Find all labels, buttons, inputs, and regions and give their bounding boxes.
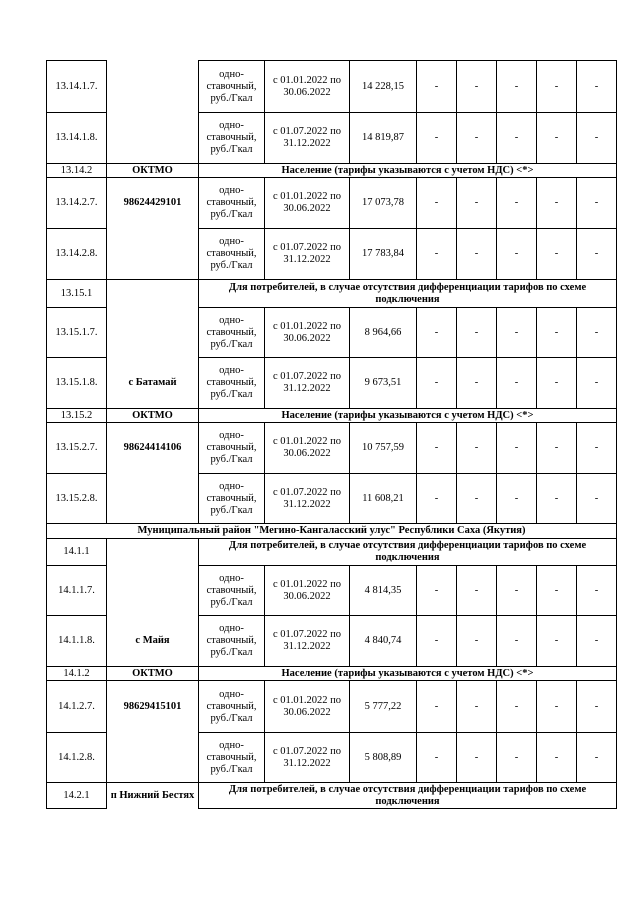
row-code: 13.15.2.8. [47, 474, 107, 524]
dash-cell: - [537, 113, 577, 164]
dash-cell: - [457, 113, 497, 164]
row-code: 14.1.2 [47, 667, 107, 681]
period-cell: с 01.07.2022 по 31.12.2022 [265, 229, 350, 280]
section-consumers: Для потребителей, в случае отсутствия дифференциации тарифов по схеме подключения [199, 280, 617, 308]
dash-cell: - [497, 423, 537, 474]
unit-cell: одно-ставочный, руб./Гкал [199, 113, 265, 164]
table-row [47, 474, 617, 524]
dash-cell: - [577, 566, 617, 616]
row-code: 13.14.1.7. [47, 61, 107, 113]
unit-cell: одно-ставочный, руб./Гкал [199, 733, 265, 783]
dash-cell: - [577, 733, 617, 783]
settlement-name: с Майя [107, 616, 199, 667]
section-consumers: Для потребителей, в случае отсутствия дифференциации тарифов по схеме подключения [199, 783, 617, 809]
table-row [47, 358, 617, 409]
settlement-cell [107, 733, 199, 783]
dash-cell: - [537, 681, 577, 733]
table-row [47, 566, 617, 616]
oktmo-label: ОКТМО [107, 667, 199, 681]
table-row [47, 113, 617, 164]
table-row [47, 178, 617, 229]
row-code: 13.15.1.7. [47, 308, 107, 358]
table-row [47, 524, 617, 539]
dash-cell: - [417, 423, 457, 474]
dash-cell: - [457, 308, 497, 358]
period-cell: с 01.01.2022 по 30.06.2022 [265, 61, 350, 113]
row-code: 13.15.2.7. [47, 423, 107, 474]
dash-cell: - [417, 178, 457, 229]
tariff-table [46, 60, 617, 809]
settlement-cell [107, 539, 199, 566]
period-cell: с 01.01.2022 по 30.06.2022 [265, 308, 350, 358]
dash-cell: - [417, 229, 457, 280]
dash-cell: - [497, 61, 537, 113]
dash-cell: - [537, 423, 577, 474]
tariff-value: 8 964,66 [350, 308, 417, 358]
period-cell: с 01.01.2022 по 30.06.2022 [265, 423, 350, 474]
row-code: 14.2.1 [47, 783, 107, 809]
dash-cell: - [457, 733, 497, 783]
tariff-value: 5 777,22 [350, 681, 417, 733]
dash-cell: - [457, 616, 497, 667]
oktmo-number: 98624429101 [107, 178, 199, 229]
dash-cell: - [577, 113, 617, 164]
settlement-cell [107, 308, 199, 358]
tariff-value: 5 808,89 [350, 733, 417, 783]
dash-cell: - [457, 61, 497, 113]
dash-cell: - [457, 681, 497, 733]
dash-cell: - [577, 178, 617, 229]
row-code: 13.15.2 [47, 409, 107, 423]
dash-cell: - [417, 61, 457, 113]
dash-cell: - [417, 733, 457, 783]
dash-cell: - [417, 474, 457, 524]
dash-cell: - [537, 229, 577, 280]
table-row [47, 164, 617, 178]
dash-cell: - [537, 358, 577, 409]
section-population: Население (тарифы указываются с учетом НДС) <*> [199, 409, 617, 423]
row-code: 14.1.1.7. [47, 566, 107, 616]
settlement-cell [107, 474, 199, 524]
oktmo-number: 98629415101 [107, 681, 199, 733]
settlement-cell [107, 566, 199, 616]
row-code: 13.14.2.8. [47, 229, 107, 280]
dash-cell: - [577, 616, 617, 667]
dash-cell: - [537, 61, 577, 113]
settlement-name: с Батамай [107, 358, 199, 409]
table-row [47, 667, 617, 681]
settlement-cell [107, 61, 199, 113]
row-code: 13.14.2.7. [47, 178, 107, 229]
settlement-cell [107, 280, 199, 308]
region-header: Муниципальный район "Мегино-Кангаласский улус" Республики Саха (Якутия) [47, 524, 617, 539]
settlement-name: п Нижний Бестях [107, 783, 199, 809]
tariff-value: 4 840,74 [350, 616, 417, 667]
dash-cell: - [417, 681, 457, 733]
oktmo-label: ОКТМО [107, 164, 199, 178]
unit-cell: одно-ставочный, руб./Гкал [199, 474, 265, 524]
table-row [47, 229, 617, 280]
tariff-value: 4 814,35 [350, 566, 417, 616]
dash-cell: - [577, 308, 617, 358]
dash-cell: - [537, 733, 577, 783]
dash-cell: - [417, 566, 457, 616]
dash-cell: - [497, 733, 537, 783]
dash-cell: - [537, 308, 577, 358]
dash-cell: - [457, 229, 497, 280]
tariff-value: 9 673,51 [350, 358, 417, 409]
unit-cell: одно-ставочный, руб./Гкал [199, 308, 265, 358]
unit-cell: одно-ставочный, руб./Гкал [199, 61, 265, 113]
table-row [47, 423, 617, 474]
period-cell: с 01.01.2022 по 30.06.2022 [265, 566, 350, 616]
period-cell: с 01.07.2022 по 31.12.2022 [265, 358, 350, 409]
dash-cell: - [417, 308, 457, 358]
oktmo-label: ОКТМО [107, 409, 199, 423]
dash-cell: - [537, 566, 577, 616]
dash-cell: - [497, 308, 537, 358]
period-cell: с 01.07.2022 по 31.12.2022 [265, 474, 350, 524]
unit-cell: одно-ставочный, руб./Гкал [199, 566, 265, 616]
row-code: 14.1.2.8. [47, 733, 107, 783]
tariff-value: 11 608,21 [350, 474, 417, 524]
dash-cell: - [417, 358, 457, 409]
dash-cell: - [537, 178, 577, 229]
dash-cell: - [577, 61, 617, 113]
dash-cell: - [457, 358, 497, 409]
row-code: 13.14.1.8. [47, 113, 107, 164]
unit-cell: одно-ставочный, руб./Гкал [199, 178, 265, 229]
settlement-cell [107, 113, 199, 164]
dash-cell: - [497, 113, 537, 164]
dash-cell: - [537, 616, 577, 667]
section-consumers: Для потребителей, в случае отсутствия дифференциации тарифов по схеме подключения [199, 539, 617, 566]
row-code: 14.1.2.7. [47, 681, 107, 733]
dash-cell: - [577, 358, 617, 409]
tariff-value: 17 783,84 [350, 229, 417, 280]
oktmo-number: 98624414106 [107, 423, 199, 474]
row-code: 14.1.1.8. [47, 616, 107, 667]
section-population: Население (тарифы указываются с учетом НДС) <*> [199, 164, 617, 178]
dash-cell: - [497, 566, 537, 616]
table-row [47, 409, 617, 423]
period-cell: с 01.07.2022 по 31.12.2022 [265, 733, 350, 783]
unit-cell: одно-ставочный, руб./Гкал [199, 229, 265, 280]
row-code: 13.14.2 [47, 164, 107, 178]
period-cell: с 01.07.2022 по 31.12.2022 [265, 113, 350, 164]
table-row [47, 616, 617, 667]
table-row [47, 681, 617, 733]
table-row [47, 61, 617, 113]
dash-cell: - [577, 474, 617, 524]
section-population: Население (тарифы указываются с учетом НДС) <*> [199, 667, 617, 681]
row-code: 13.15.1 [47, 280, 107, 308]
tariff-value: 14 819,87 [350, 113, 417, 164]
dash-cell: - [417, 616, 457, 667]
dash-cell: - [457, 178, 497, 229]
dash-cell: - [497, 178, 537, 229]
unit-cell: одно-ставочный, руб./Гкал [199, 616, 265, 667]
dash-cell: - [457, 423, 497, 474]
settlement-cell [107, 229, 199, 280]
tariff-value: 14 228,15 [350, 61, 417, 113]
dash-cell: - [537, 474, 577, 524]
table-row [47, 783, 617, 809]
tariff-value: 17 073,78 [350, 178, 417, 229]
dash-cell: - [457, 474, 497, 524]
period-cell: с 01.01.2022 по 30.06.2022 [265, 178, 350, 229]
dash-cell: - [497, 681, 537, 733]
dash-cell: - [417, 113, 457, 164]
tariff-value: 10 757,59 [350, 423, 417, 474]
table-row [47, 280, 617, 308]
dash-cell: - [497, 616, 537, 667]
dash-cell: - [577, 423, 617, 474]
dash-cell: - [497, 474, 537, 524]
dash-cell: - [497, 358, 537, 409]
row-code: 14.1.1 [47, 539, 107, 566]
row-code: 13.15.1.8. [47, 358, 107, 409]
dash-cell: - [457, 566, 497, 616]
table-row [47, 733, 617, 783]
unit-cell: одно-ставочный, руб./Гкал [199, 681, 265, 733]
table-row [47, 539, 617, 566]
table-row [47, 308, 617, 358]
dash-cell: - [497, 229, 537, 280]
dash-cell: - [577, 229, 617, 280]
period-cell: с 01.07.2022 по 31.12.2022 [265, 616, 350, 667]
unit-cell: одно-ставочный, руб./Гкал [199, 423, 265, 474]
unit-cell: одно-ставочный, руб./Гкал [199, 358, 265, 409]
period-cell: с 01.01.2022 по 30.06.2022 [265, 681, 350, 733]
dash-cell: - [577, 681, 617, 733]
